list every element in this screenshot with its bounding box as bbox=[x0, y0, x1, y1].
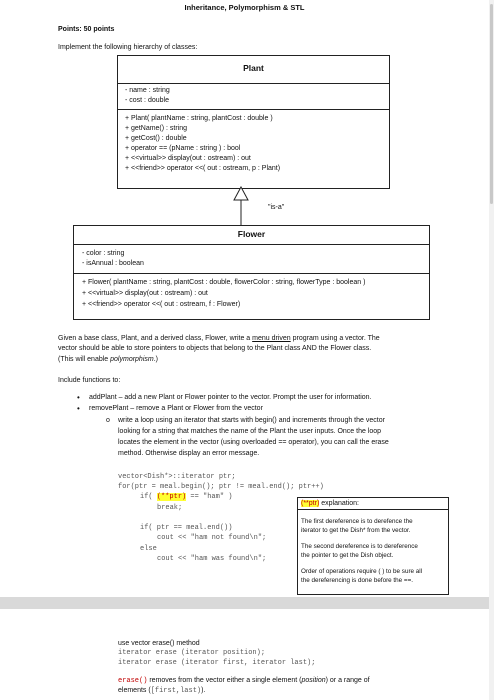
explanation-deref-highlight: (**ptr) bbox=[301, 500, 320, 507]
explanation-title bbox=[301, 499, 359, 508]
scrollbar-thumb[interactable] bbox=[490, 4, 493, 204]
erase-description-line-1 bbox=[118, 676, 370, 686]
erase-desc2-end: ). bbox=[201, 687, 206, 694]
explanation-p3-line-1: Order of operations require ( ) to be sure all bbox=[301, 568, 423, 575]
erase-signature-1: iterator erase (iterator position); bbox=[118, 649, 266, 657]
flower-attr-color: - color : string bbox=[82, 250, 125, 257]
document-title: Inheritance, Polymorphism & STL bbox=[184, 3, 305, 12]
description-line-3-start: (This will enable bbox=[58, 356, 111, 363]
description-line-3 bbox=[58, 355, 158, 364]
code-line-8: cout << "ham was found\n"; bbox=[157, 555, 267, 563]
is-a-label: "is-a" bbox=[268, 204, 285, 211]
polymorphism-text: polymorphism bbox=[110, 356, 154, 363]
explanation-box bbox=[297, 497, 449, 595]
erase-code-name: erase() bbox=[118, 677, 148, 685]
description-line-1-start: Given a base class, Plant, and a derived class, Flower, write a bbox=[58, 335, 253, 342]
sub-bullet-circle: o bbox=[106, 417, 110, 424]
bullet-dot-1: • bbox=[77, 393, 80, 402]
flower-divider-1 bbox=[74, 244, 429, 245]
intro-text: Implement the following hierarchy of classes: bbox=[58, 44, 198, 51]
plant-class-name: Plant bbox=[243, 63, 264, 73]
plant-method-ctor: + Plant( plantName : string, plantCost : double ) bbox=[125, 115, 273, 122]
bullet-remove-plant: removePlant – remove a Plant or Flower from the vector bbox=[89, 405, 263, 412]
code-line-4: break; bbox=[157, 504, 183, 512]
include-label: Include functions to: bbox=[58, 377, 121, 384]
sub-bullet-line-2: looking for a string that matches the name of the Plant the user inputs. Once the loop bbox=[118, 428, 382, 435]
code-deref-highlight: (**ptr) bbox=[156, 493, 187, 501]
explanation-p2-line-1: The second dereference is to dereference bbox=[301, 543, 418, 550]
plant-attr-name: - name : string bbox=[125, 87, 170, 94]
points-label: Points: 50 points bbox=[58, 26, 115, 33]
code-line-5: if( ptr == meal.end()) bbox=[140, 524, 233, 532]
plant-method-getname: + getName() : string bbox=[125, 125, 188, 132]
code-line-7: else bbox=[140, 545, 157, 553]
flower-class-name: Flower bbox=[237, 229, 266, 239]
erase-title: use vector erase() method bbox=[118, 640, 200, 647]
description-line-2: vector should be able to store pointers to objects that belong to the Plant class AND the Flower class. bbox=[58, 345, 372, 352]
erase-range-code: [first,last) bbox=[150, 687, 202, 695]
plant-divider-2 bbox=[118, 109, 389, 110]
code-line-3-start: if( bbox=[140, 493, 157, 501]
page-break bbox=[0, 597, 489, 609]
plant-attr-cost: - cost : double bbox=[125, 97, 169, 104]
vertical-scrollbar[interactable] bbox=[489, 0, 494, 700]
erase-desc-start: removes from the vector either a single element ( bbox=[147, 677, 302, 684]
erase-desc2-start: elements ( bbox=[118, 687, 151, 694]
plant-divider-1 bbox=[118, 83, 389, 84]
description-line-1 bbox=[58, 334, 380, 343]
code-line-2: for(ptr = meal.begin(); ptr != meal.end(); ptr++) bbox=[118, 483, 324, 491]
sub-bullet-line-4: method. Otherwise display an error message. bbox=[118, 450, 260, 457]
plant-method-getcost: + getCost() : double bbox=[125, 135, 187, 142]
description-line-3-end: .) bbox=[153, 356, 158, 363]
plant-method-operator-eq: + operator == (pName : string ) : bool bbox=[125, 145, 241, 152]
sub-bullet-line-3: locates the element in the vector (using overloaded == operator), you can call the erase bbox=[118, 439, 389, 446]
erase-position-text: position bbox=[301, 677, 326, 684]
menu-driven-link[interactable]: menu driven bbox=[252, 335, 291, 342]
explanation-title-text: explanation: bbox=[319, 500, 359, 507]
plant-method-display: + <<virtual>> display(out : ostream) : out bbox=[125, 155, 251, 162]
plant-class-box bbox=[117, 55, 390, 189]
flower-divider-2 bbox=[74, 273, 429, 274]
erase-signature-2: iterator erase (iterator first, iterator last); bbox=[118, 659, 316, 667]
inheritance-arrow bbox=[226, 186, 256, 226]
flower-attr-isannual: - isAnnual : boolean bbox=[82, 260, 144, 267]
explanation-p3-line-2: the dereferencing is done before the ==. bbox=[301, 577, 414, 584]
code-line-3 bbox=[140, 493, 232, 502]
plant-method-operator-out: + <<friend>> operator <<( out : ostream, p : Plant) bbox=[125, 165, 281, 172]
bullet-dot-2: • bbox=[77, 404, 80, 413]
code-line-3-end: == "ham" ) bbox=[186, 493, 233, 501]
explanation-p1-line-1: The first dereference is to derefence the bbox=[301, 518, 413, 525]
flower-class-box bbox=[73, 225, 430, 320]
erase-desc-end: ) or a range of bbox=[325, 677, 370, 684]
bullet-add-plant: addPlant – add a new Plant or Flower pointer to the vector. Prompt the user for information. bbox=[89, 394, 372, 401]
explanation-p2-line-2: the pointer to get the Dish object. bbox=[301, 552, 394, 559]
code-line-6: cout << "ham not found\n"; bbox=[157, 534, 267, 542]
flower-method-display: + <<virtual>> display(out : ostream) : out bbox=[82, 290, 208, 297]
code-line-1: vector<Dish*>::iterator ptr; bbox=[118, 473, 236, 481]
erase-description-line-2 bbox=[118, 686, 205, 696]
flower-method-operator-out: + <<friend>> operator <<( out : ostream, f : Flower) bbox=[82, 301, 241, 308]
description-line-1-end: program using a vector. The bbox=[290, 335, 380, 342]
flower-method-ctor: + Flower( plantName : string, plantCost : double, flowerColor : string, flowerType : boolean ) bbox=[82, 279, 366, 286]
explanation-p1-line-2: iterator to get the Dish* from the vector. bbox=[301, 527, 411, 534]
document-page-2 bbox=[0, 609, 489, 700]
sub-bullet-line-1: write a loop using an iterator that starts with begin() and increments through the vector bbox=[118, 417, 385, 424]
